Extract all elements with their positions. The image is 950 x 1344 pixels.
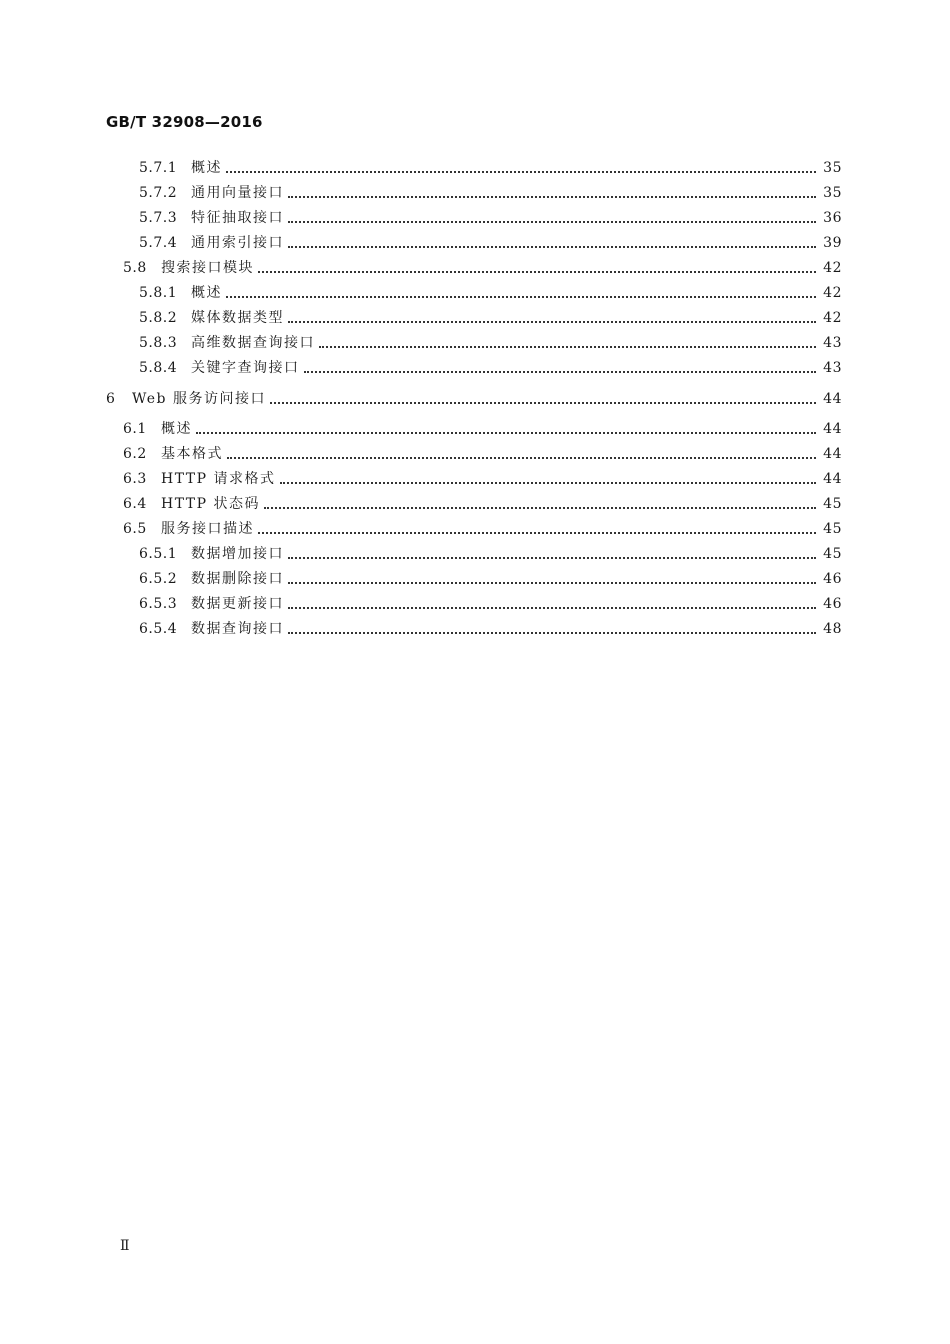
toc-entry-page: 44 xyxy=(823,471,842,487)
toc-entry-number: 5.8.3 xyxy=(139,335,178,351)
toc-entry-page: 48 xyxy=(823,621,842,637)
toc-entry-title: 数据增加接口 xyxy=(191,546,284,562)
toc-entry-page: 42 xyxy=(823,260,842,276)
dot-leader xyxy=(319,332,816,354)
toc-entry[interactable] xyxy=(139,543,842,565)
toc-entry-number: 5.8.2 xyxy=(139,310,178,326)
toc-entry-title: 特征抽取接口 xyxy=(191,210,284,226)
toc-entry-title: 服务接口描述 xyxy=(161,521,254,537)
dot-leader xyxy=(288,307,816,329)
toc-entry-number: 5.8 xyxy=(123,260,147,276)
toc-entry[interactable] xyxy=(139,157,842,179)
dot-leader xyxy=(227,443,816,465)
toc-entry-number: 6 xyxy=(106,391,116,407)
dot-leader xyxy=(288,232,816,254)
toc-entry-title: 概述 xyxy=(191,160,222,176)
toc-entry-title: 通用索引接口 xyxy=(191,235,284,251)
toc-entry[interactable] xyxy=(123,468,842,490)
toc-entry-page: 45 xyxy=(823,546,842,562)
toc-entry-title: 关键字查询接口 xyxy=(191,360,300,376)
toc-entry-title: 基本格式 xyxy=(161,446,223,462)
dot-leader xyxy=(288,182,816,204)
toc-entry[interactable] xyxy=(139,568,842,590)
toc-entry-number: 5.7.3 xyxy=(139,210,178,226)
toc-entry-page: 45 xyxy=(823,496,842,512)
toc-entry-page: 39 xyxy=(823,235,842,251)
toc-entry[interactable] xyxy=(139,282,842,304)
toc-entry-title: 数据更新接口 xyxy=(191,596,284,612)
toc-entry-number: 6.3 xyxy=(123,471,147,487)
toc-entry-title: 搜索接口模块 xyxy=(161,260,254,276)
toc-entry-title: 高维数据查询接口 xyxy=(191,335,315,351)
dot-leader xyxy=(288,207,816,229)
dot-leader xyxy=(270,388,816,410)
toc-entry-number: 5.7.1 xyxy=(139,160,178,176)
toc-entry-page: 35 xyxy=(823,185,842,201)
dot-leader xyxy=(196,418,816,440)
dot-leader xyxy=(258,518,816,540)
toc-entry[interactable] xyxy=(123,257,842,279)
toc-entry[interactable] xyxy=(106,388,842,410)
dot-leader xyxy=(264,493,816,515)
toc-entry-title: Web 服务访问接口 xyxy=(132,391,266,407)
toc-entry-title: HTTP 请求格式 xyxy=(161,471,276,487)
dot-leader xyxy=(288,593,816,615)
dot-leader xyxy=(288,543,816,565)
dot-leader xyxy=(280,468,816,490)
toc-entry-number: 6.5.3 xyxy=(139,596,178,612)
toc-entry-page: 44 xyxy=(823,446,842,462)
toc-entry-number: 6.1 xyxy=(123,421,147,437)
toc-entry-page: 43 xyxy=(823,360,842,376)
toc-entry-page: 44 xyxy=(823,391,842,407)
toc-entry[interactable] xyxy=(123,518,842,540)
toc-entry-number: 6.5.2 xyxy=(139,571,178,587)
page-number: Ⅱ xyxy=(120,1238,130,1254)
toc-entry-number: 6.5.1 xyxy=(139,546,178,562)
toc-entry[interactable] xyxy=(139,232,842,254)
toc-entry[interactable] xyxy=(139,618,842,640)
toc-entry-title: 通用向量接口 xyxy=(191,185,284,201)
toc-entry-page: 44 xyxy=(823,421,842,437)
toc-entry[interactable] xyxy=(139,357,842,379)
toc-entry-title: 数据查询接口 xyxy=(191,621,284,637)
toc-entry[interactable] xyxy=(139,332,842,354)
dot-leader xyxy=(226,282,816,304)
toc-entry[interactable] xyxy=(123,493,842,515)
dot-leader xyxy=(258,257,816,279)
standard-code-header: GB/T 32908—2016 xyxy=(106,113,263,131)
toc-entry[interactable] xyxy=(139,182,842,204)
toc-entry-page: 45 xyxy=(823,521,842,537)
toc-entry-number: 5.8.1 xyxy=(139,285,178,301)
toc-entry-number: 6.5.4 xyxy=(139,621,178,637)
toc-entry-title: 概述 xyxy=(161,421,192,437)
toc-entry-page: 36 xyxy=(823,210,842,226)
toc-entry-number: 5.7.2 xyxy=(139,185,178,201)
toc-entry-title: 媒体数据类型 xyxy=(191,310,284,326)
toc-entry[interactable] xyxy=(123,443,842,465)
dot-leader xyxy=(288,568,816,590)
toc-entry-page: 42 xyxy=(823,285,842,301)
toc-entry-number: 6.2 xyxy=(123,446,147,462)
toc-entry[interactable] xyxy=(139,307,842,329)
toc-entry[interactable] xyxy=(139,593,842,615)
toc-entry-page: 46 xyxy=(823,596,842,612)
toc-entry-page: 46 xyxy=(823,571,842,587)
toc-entry-number: 5.7.4 xyxy=(139,235,178,251)
dot-leader xyxy=(304,357,817,379)
toc-entry-page: 42 xyxy=(823,310,842,326)
toc-entry-number: 5.8.4 xyxy=(139,360,178,376)
dot-leader xyxy=(226,157,816,179)
dot-leader xyxy=(288,618,816,640)
toc-entry[interactable] xyxy=(123,418,842,440)
toc-entry-number: 6.5 xyxy=(123,521,147,537)
toc-entry-page: 43 xyxy=(823,335,842,351)
toc-entry-title: HTTP 状态码 xyxy=(161,496,261,512)
toc-entry[interactable] xyxy=(139,207,842,229)
toc-entry-title: 数据删除接口 xyxy=(191,571,284,587)
toc-entry-number: 6.4 xyxy=(123,496,147,512)
toc-entry-title: 概述 xyxy=(191,285,222,301)
toc-entry-page: 35 xyxy=(823,160,842,176)
